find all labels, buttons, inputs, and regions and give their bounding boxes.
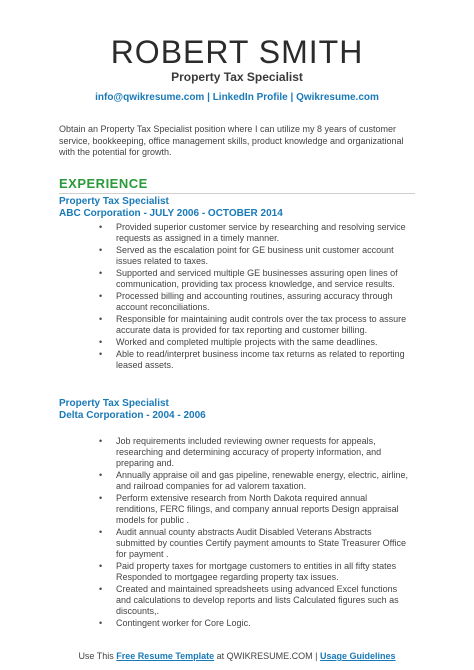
summary-paragraph: Obtain an Property Tax Specialist position where I can utilize my 8 years of customer service, bookkeeping, office management skills, product knowledge and organizational with the potential for growth. — [59, 124, 404, 157]
bullet-icon: • — [99, 436, 103, 446]
job-2-company: Delta Corporation - 2004 - 2006 — [59, 410, 206, 421]
bullet-icon: • — [99, 618, 103, 628]
section-divider — [59, 193, 415, 194]
bullet-icon: • — [99, 222, 103, 232]
list-item: • Audit annual county abstracts Audit Disabled Veterans Abstracts submitted by counties Certify payment amounts to State Treasurer Office for payment . — [99, 527, 406, 559]
bullet-icon: • — [99, 561, 103, 571]
bullet-icon: • — [99, 291, 103, 301]
bullet-icon: • — [99, 527, 103, 537]
list-item: • Served as the escalation point for GE business unit customer account issues related to taxes. — [99, 245, 394, 266]
list-item: • Created and maintained spreadsheets using advanced Excel functions and calculations to develop reports and lists Calculated figures such as discounts,. — [99, 584, 399, 616]
contact-separator: | — [287, 92, 297, 103]
footer-middle: at QWIKRESUME.COM | — [214, 651, 321, 661]
list-item: • Perform extensive research from North Dakota required annual renditions, FERC filings, and company annual reports Design appraisal models for public . — [99, 493, 399, 525]
bullet-icon: • — [99, 337, 103, 347]
list-item: • Worked and completed multiple projects with the same deadlines. — [99, 337, 378, 347]
list-item: • Supported and serviced multiple GE businesses assuring open lines of communication, providing tax process knowledge, and service results. — [99, 268, 398, 289]
bullet-icon: • — [99, 493, 103, 503]
list-item: • Paid property taxes for mortgage customers to entities in all fifty states Responded to mortgagee regarding property tax issues. — [99, 561, 397, 582]
job-1-bullets — [59, 222, 411, 372]
job-2-title: Property Tax Specialist — [59, 398, 169, 409]
bullet-icon: • — [99, 245, 103, 255]
job-1-title: Property Tax Specialist — [59, 196, 169, 207]
linkedin-link[interactable]: LinkedIn Profile — [212, 92, 288, 103]
footer-prefix: Use This — [78, 651, 117, 661]
bullet-icon: • — [99, 349, 103, 359]
contact-line — [0, 92, 474, 103]
candidate-name: ROBERT SMITH — [110, 34, 364, 70]
free-template-link[interactable]: Free Resume Template — [116, 651, 215, 661]
list-item: • Job requirements included reviewing owner requests for appeals, researching and determining accuracy of property information, and preparing and. — [99, 436, 382, 468]
job-title-heading: Property Tax Specialist — [171, 70, 303, 84]
bullet-icon: • — [99, 314, 103, 324]
list-item: • Responsible for maintaining audit controls over the tax process to assure accurate data is provided for tax reporting and customer billing. — [99, 314, 407, 335]
experience-heading: EXPERIENCE — [59, 176, 148, 191]
list-item: • Processed billing and accounting routines, assuring accuracy through account reconciliations. — [99, 291, 393, 312]
usage-guidelines-link[interactable]: Usage Guidelines — [320, 651, 396, 661]
bullet-icon: • — [99, 584, 103, 594]
list-item: • Annually appraise oil and gas pipeline, renewable energy, electric, airline, and railroad companies for ad valorem taxation. — [99, 470, 409, 491]
job-2-bullets — [59, 436, 411, 630]
list-item: • Contingent worker for Core Logic. — [99, 618, 251, 628]
list-item: • Provided superior customer service by researching and resolving service requests as assigned in a timely manner. — [99, 222, 406, 243]
footer — [0, 651, 474, 661]
email-link[interactable]: info@qwikresume.com — [95, 92, 205, 103]
list-item: • Able to read/interpret business income tax returns as related to reporting leased assets. — [99, 349, 405, 370]
bullet-icon: • — [99, 268, 103, 278]
website-link[interactable]: Qwikresume.com — [296, 92, 379, 103]
bullet-icon: • — [99, 470, 103, 480]
contact-separator: | — [204, 92, 213, 103]
job-1-company: ABC Corporation - JULY 2006 - OCTOBER 2014 — [59, 208, 283, 219]
